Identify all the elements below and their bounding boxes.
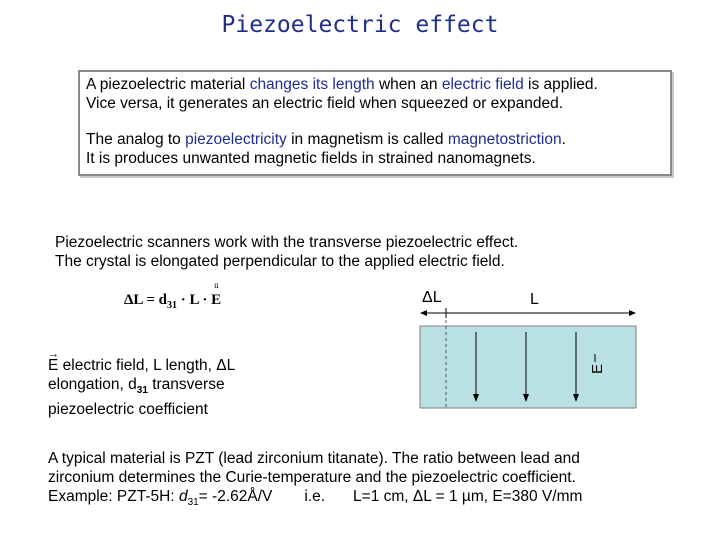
bottom-text: A typical material is PZT (lead zirconium titanate). The ratio between lead and zirconium determines the Curie-temperature and the piezoelectric coefficient. Example: PZT-5H: $d_{31}=$ -2.62Å/V i.e. L=1 cm, ΔL = 1 µm, E=380 V/mm [48,449,582,512]
dimension-arrow-left [420,310,427,316]
field-label: E [589,363,606,374]
dimension-arrow-right [629,310,636,316]
delta-l-label: ΔL [422,289,442,306]
intro-line-2: Vice versa, it generates an electric field when squeezed or expanded. [86,95,564,112]
example-line: Example: PZT-5H: $d_{31}=$ -2.62Å/V i.e. L=1 cm, ΔL = 1 µm, E=380 V/mm [48,488,583,509]
intro-line-1: A piezoelectric material changes its length when an electric field is applied. [86,76,598,93]
length-label: L [530,291,539,308]
crystal-diagram [408,282,648,422]
intro-line-4: It is produces unwanted magnetic fields in strained nanomagnets. [86,150,536,167]
scanner-text: Piezoelectric scanners work with the transverse piezoelectric effect. The crystal is elongated perpendicular to the applied electric field. [55,234,519,270]
page-title: Piezoelectric effect [221,12,499,38]
elongation-formula: $\Delta L = d_{31} \cdot L \cdot u$ E [124,292,221,311]
intro-box [78,70,672,176]
intro-line-3: The analog to piezoelectricity in magnetism is called magnetostriction. [86,131,566,148]
field-vector-symbol: → E [48,356,58,375]
symbol-legend: → E electric field, L length, ΔL elongation, $d_{31}$ transverse piezoelectric coefficient [48,356,235,419]
